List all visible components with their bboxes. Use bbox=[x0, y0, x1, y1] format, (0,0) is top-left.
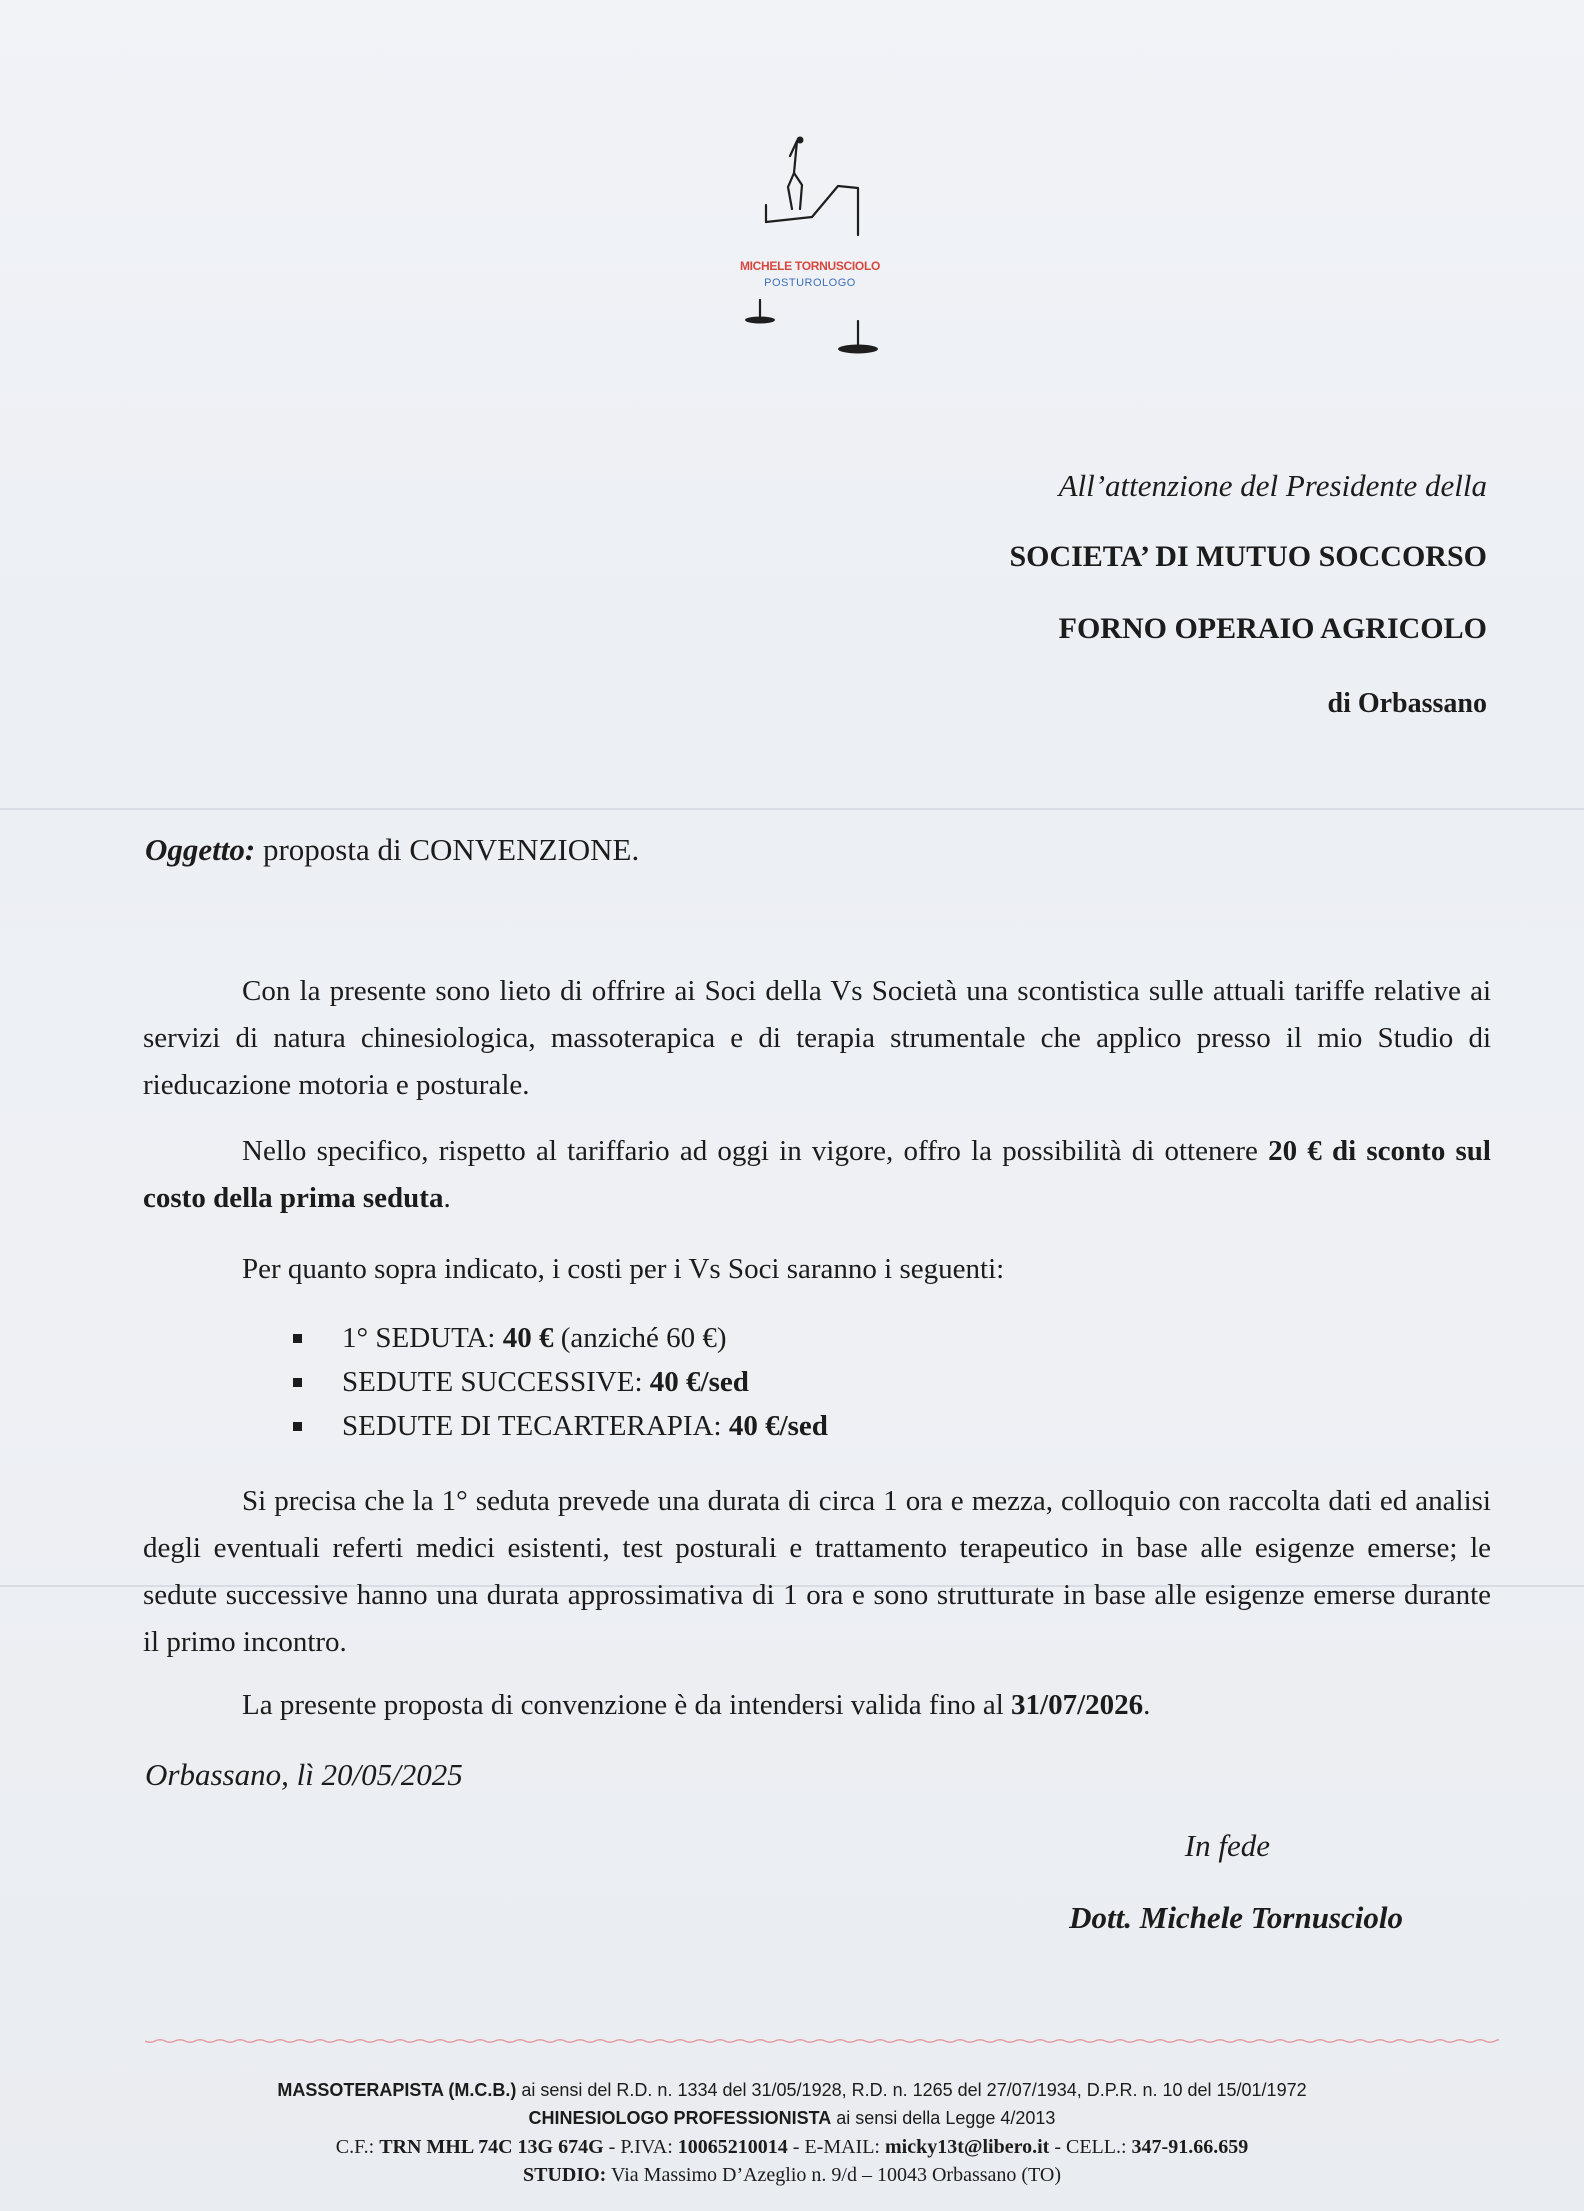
logo-subtitle-text: POSTUROLOGO bbox=[764, 277, 856, 289]
footer-studio-address bbox=[0, 2164, 1584, 2187]
logo-name-text: MICHELE TORNUSCIOLO bbox=[739, 259, 881, 273]
footer-piva-value: 10065210014 bbox=[677, 2136, 788, 2158]
body-paragraph-costs-intro: Per quanto sopra indicato, i costi per i Vs Soci saranno i seguenti: bbox=[242, 1253, 1005, 1285]
paper-fold-line bbox=[0, 808, 1584, 810]
recipient-attention-line: All’attenzione del Presidente della bbox=[1058, 468, 1487, 503]
recipient-city: di Orbassano bbox=[1327, 688, 1487, 719]
bullet-square-icon bbox=[293, 1378, 302, 1387]
bullet-square-icon bbox=[293, 1422, 302, 1431]
footer-piva-label: P.IVA: bbox=[620, 2136, 678, 2158]
footer-divider-wave bbox=[145, 2040, 1499, 2043]
place-date-line: Orbassano, lì 20/05/2025 bbox=[145, 1757, 463, 1792]
price-list-item bbox=[290, 1404, 828, 1448]
price-item-label: 1° SEDUTA: bbox=[342, 1322, 503, 1354]
recipient-society-name-cont: FORNO OPERAIO AGRICOLO bbox=[1058, 612, 1487, 645]
footer-qualification-title: MASSOTERAPISTA (M.C.B.) bbox=[277, 2080, 517, 2100]
body-paragraph-validity bbox=[143, 1682, 1491, 1729]
logo-figure-icon bbox=[720, 125, 900, 375]
price-item-label: SEDUTE DI TECARTERAPIA: bbox=[342, 1410, 729, 1442]
discount-highlight: 20 € di sconto sul costo della prima seduta bbox=[143, 1135, 1491, 1214]
footer-qualification-1 bbox=[0, 2080, 1584, 2101]
footer-separator: - bbox=[787, 2136, 805, 2158]
signer-name: Dott. Michele Tornusciolo bbox=[1069, 1900, 1403, 1935]
closing-salutation: In fede bbox=[1184, 1828, 1270, 1863]
subject-label: Oggetto: bbox=[145, 832, 256, 867]
body-paragraph-discount bbox=[143, 1128, 1491, 1222]
posturologo-logo bbox=[720, 125, 900, 375]
footer-cell-value: 347-91.66.659 bbox=[1131, 2136, 1249, 2158]
price-item-value: 40 €/sed bbox=[649, 1366, 749, 1398]
validity-date: 31/07/2026 bbox=[1011, 1689, 1144, 1721]
discount-text: Nello specifico, rispetto al tariffario ad oggi in vigore, offro la possibilità di ottenere bbox=[242, 1135, 1269, 1167]
footer-contacts bbox=[0, 2136, 1584, 2159]
recipient-society-name: SOCIETA’ DI MUTUO SOCCORSO bbox=[1009, 540, 1487, 573]
footer-separator: - bbox=[1049, 2136, 1066, 2158]
footer-cell-label: CELL.: bbox=[1065, 2136, 1132, 2158]
price-list-item bbox=[290, 1316, 828, 1360]
footer-email-label: E-MAIL: bbox=[804, 2136, 885, 2158]
footer-studio-label: STUDIO: bbox=[522, 2164, 607, 2186]
price-list bbox=[290, 1316, 828, 1448]
footer-separator: - bbox=[603, 2136, 621, 2158]
price-item-note: (anziché 60 €) bbox=[553, 1322, 727, 1354]
footer-divider bbox=[145, 2038, 1499, 2044]
footer-qualification-title: CHINESIOLOGO PROFESSIONISTA bbox=[528, 2108, 832, 2128]
body-paragraph-intro: Con la presente sono lieto di offrire ai Soci della Vs Società una scontistica sulle attuali tariffe relative ai servizi di natura chinesiologica, massoterapica e di terapia strumentale che applico presso il mio Studio di rieducazione motoria e posturale. bbox=[143, 975, 1491, 1101]
price-item-label: SEDUTE SUCCESSIVE: bbox=[342, 1366, 650, 1398]
validity-text: La presente proposta di convenzione è da intendersi valida fino al bbox=[242, 1689, 1012, 1721]
subject-line bbox=[145, 832, 639, 868]
subject-text: proposta di CONVENZIONE. bbox=[255, 832, 640, 867]
footer-email-value: micky13t@libero.it bbox=[884, 2136, 1050, 2158]
footer-qualification-law: ai sensi del R.D. n. 1334 del 31/05/1928, R.D. n. 1265 del 27/07/1934, D.P.R. n. 10 del 15/01/1972 bbox=[516, 2080, 1307, 2100]
footer-studio-value: Via Massimo D’Azeglio n. 9/d – 10043 Orbassano (TO) bbox=[606, 2164, 1062, 2186]
footer-qualification-law: ai sensi della Legge 4/2013 bbox=[831, 2108, 1056, 2128]
validity-period: . bbox=[1143, 1689, 1151, 1721]
footer-cf-value: TRN MHL 74C 13G 674G bbox=[379, 2136, 604, 2158]
body-paragraph-details: Si precisa che la 1° seduta prevede una durata di circa 1 ora e mezza, colloquio con raccolta dati ed analisi degli eventuali referti medici esistenti, test posturali e trattamento terapeutico in base alle esigenze emerse; le sedute successive hanno una durata approssimativa di 1 ora e sono strutturate in base alle esigenze emerse durante il primo incontro. bbox=[143, 1485, 1491, 1658]
bullet-square-icon bbox=[293, 1334, 302, 1343]
price-item-value: 40 €/sed bbox=[728, 1410, 828, 1442]
price-list-item bbox=[290, 1360, 828, 1404]
discount-period: . bbox=[443, 1182, 451, 1214]
price-item-value: 40 € bbox=[502, 1322, 554, 1354]
footer-cf-label: C.F.: bbox=[335, 2136, 380, 2158]
footer-qualification-2 bbox=[0, 2108, 1584, 2129]
